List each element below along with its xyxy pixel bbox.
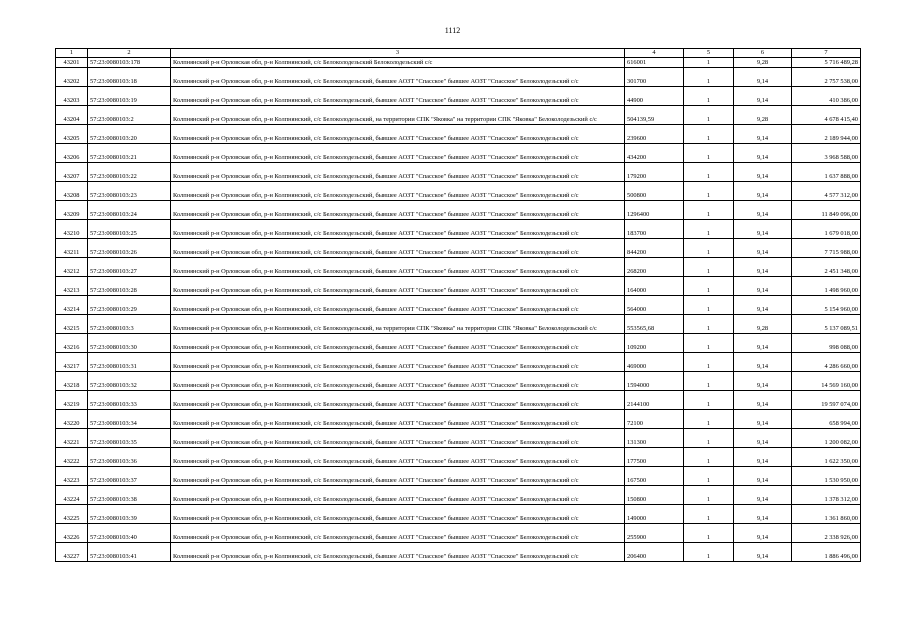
land-area: 553565,68 (625, 315, 684, 334)
cadastral-number: 57:23:0080103:34 (88, 410, 171, 429)
row-number: 43202 (56, 68, 88, 87)
land-area: 469000 (625, 353, 684, 372)
column-5-value: 1 (684, 410, 734, 429)
specific-value: 9,28 (734, 315, 792, 334)
land-address: Колпнянский р-н Орловская обл, р-н Колпнянский, с/с Белоколодезьский, бывшее АОЗТ "Спасское" бывшее АОЗТ "Спасское" Белоколодезьский с/с (171, 277, 625, 296)
row-number: 43215 (56, 315, 88, 334)
land-area: 268200 (625, 258, 684, 277)
cadastral-number: 57:23:0080103:20 (88, 125, 171, 144)
land-area: 500800 (625, 182, 684, 201)
cadastral-value: 2 338 926,00 (792, 524, 861, 543)
row-number: 43211 (56, 239, 88, 258)
specific-value: 9,14 (734, 448, 792, 467)
column-header-1: 1 (56, 49, 88, 58)
row-number: 43218 (56, 372, 88, 391)
cadastral-value: 4 577 312,00 (792, 182, 861, 201)
cadastral-number: 57:23:0080103:35 (88, 429, 171, 448)
header-row (56, 49, 861, 58)
cadastral-value: 5 154 960,00 (792, 296, 861, 315)
column-5-value: 1 (684, 87, 734, 106)
table-row (56, 410, 861, 429)
table-row (56, 239, 861, 258)
land-address: Колпнянский р-н Орловская обл, р-н Колпнянский, с/с Белоколодезьский, бывшее АОЗТ "Спасское" бывшее АОЗТ "Спасское" Белоколодезьский с/с (171, 144, 625, 163)
row-number: 43212 (56, 258, 88, 277)
land-area: 1594000 (625, 372, 684, 391)
land-area: 2144100 (625, 391, 684, 410)
table-row (56, 353, 861, 372)
cadastral-number: 57:23:0080103:23 (88, 182, 171, 201)
row-number: 43219 (56, 391, 88, 410)
land-area: 72100 (625, 410, 684, 429)
land-area: 844200 (625, 239, 684, 258)
cadastral-number: 57:23:0080103:28 (88, 277, 171, 296)
specific-value: 9,14 (734, 163, 792, 182)
specific-value: 9,14 (734, 296, 792, 315)
table-row (56, 125, 861, 144)
row-number: 43223 (56, 467, 88, 486)
column-5-value: 1 (684, 163, 734, 182)
row-number: 43207 (56, 163, 88, 182)
table-row (56, 372, 861, 391)
column-header-5: 5 (684, 49, 734, 58)
cadastral-number: 57:23:0080103:31 (88, 353, 171, 372)
column-5-value: 1 (684, 429, 734, 448)
column-header-2: 2 (88, 49, 171, 58)
table-row (56, 315, 861, 334)
cadastral-value: 5 137 089,51 (792, 315, 861, 334)
cadastral-number: 57:23:0080103:27 (88, 258, 171, 277)
column-5-value: 1 (684, 448, 734, 467)
cadastral-number: 57:23:0080103:18 (88, 68, 171, 87)
table-row (56, 524, 861, 543)
cadastral-value: 3 968 588,00 (792, 144, 861, 163)
column-5-value: 1 (684, 296, 734, 315)
column-header-6: 6 (734, 49, 792, 58)
table-row (56, 68, 861, 87)
cadastral-value: 4 286 660,00 (792, 353, 861, 372)
land-area: 183700 (625, 220, 684, 239)
cadastral-value: 5 716 489,28 (792, 58, 861, 68)
land-address: Колпнянский р-н Орловская обл, р-н Колпнянский, с/с Белоколодезьский, бывшее АОЗТ "Спасское" бывшее АОЗТ "Спасское" Белоколодезьский с/с (171, 163, 625, 182)
row-number: 43210 (56, 220, 88, 239)
land-area: 131300 (625, 429, 684, 448)
table-row (56, 58, 861, 68)
specific-value: 9,14 (734, 144, 792, 163)
cadastral-number: 57:23:0080103:26 (88, 239, 171, 258)
column-header-7: 7 (792, 49, 861, 58)
row-number: 43225 (56, 505, 88, 524)
land-address: Колпнянский р-н Орловская обл, р-н Колпнянский, с/с Белоколодезьский, бывшее АОЗТ "Спасское" бывшее АОЗТ "Спасское" Белоколодезьский с/с (171, 87, 625, 106)
row-number: 43216 (56, 334, 88, 353)
cadastral-value: 1 530 950,00 (792, 467, 861, 486)
column-5-value: 1 (684, 106, 734, 125)
specific-value: 9,14 (734, 524, 792, 543)
cadastral-number: 57:23:0080103:38 (88, 486, 171, 505)
land-area: 44900 (625, 87, 684, 106)
column-5-value: 1 (684, 334, 734, 353)
cadastral-value: 410 386,00 (792, 87, 861, 106)
specific-value: 9,14 (734, 486, 792, 505)
column-5-value: 1 (684, 68, 734, 87)
column-5-value: 1 (684, 125, 734, 144)
land-address: Колпнянский р-н Орловская обл, р-н Колпнянский, с/с Белоколодезьский, бывшее АОЗТ "Спасское" бывшее АОЗТ "Спасское" Белоколодезьский с/с (171, 68, 625, 87)
table-row (56, 277, 861, 296)
land-area: 616001 (625, 58, 684, 68)
cadastral-number: 57:23:0080103:32 (88, 372, 171, 391)
specific-value: 9,14 (734, 505, 792, 524)
table-row (56, 296, 861, 315)
land-area: 239600 (625, 125, 684, 144)
land-address: Колпнянский р-н Орловская обл, р-н Колпнянский, с/с Белоколодезьский, бывшее АОЗТ "Спасское" бывшее АОЗТ "Спасское" Белоколодезьский с/с (171, 486, 625, 505)
table-row (56, 182, 861, 201)
land-area: 206400 (625, 543, 684, 562)
table-row (56, 144, 861, 163)
row-number: 43217 (56, 353, 88, 372)
specific-value: 9,14 (734, 410, 792, 429)
cadastral-value: 1 679 018,00 (792, 220, 861, 239)
row-number: 43201 (56, 58, 88, 68)
land-address: Колпнянский р-н Орловская обл, р-н Колпнянский, с/с Белоколодезьский, бывшее АОЗТ "Спасское" бывшее АОЗТ "Спасское" Белоколодезьский с/с (171, 391, 625, 410)
column-5-value: 1 (684, 486, 734, 505)
row-number: 43220 (56, 410, 88, 429)
column-header-4: 4 (625, 49, 684, 58)
column-5-value: 1 (684, 144, 734, 163)
land-address: Колпнянский р-н Орловская обл, р-н Колпнянский, с/с Белоколодезьский, бывшее АОЗТ "Спасское" бывшее АОЗТ "Спасское" Белоколодезьский с/с (171, 410, 625, 429)
cadastral-value: 1 637 888,00 (792, 163, 861, 182)
cadastral-value: 19 597 074,00 (792, 391, 861, 410)
row-number: 43209 (56, 201, 88, 220)
cadastral-number: 57:23:0080103:39 (88, 505, 171, 524)
land-address: Колпнянский р-н Орловская обл, р-н Колпнянский, с/с Белоколодезьский, бывшее АОЗТ "Спасское" бывшее АОЗТ "Спасское" Белоколодезьский с/с (171, 201, 625, 220)
cadastral-number: 57:23:0080103:22 (88, 163, 171, 182)
cadastral-value: 1 200 082,00 (792, 429, 861, 448)
land-address: Колпнянский р-н Орловская обл, р-н Колпнянский, с/с Белоколодезьский, бывшее АОЗТ "Спасское" бывшее АОЗТ "Спасское" Белоколодезьский с/с (171, 467, 625, 486)
specific-value: 9,14 (734, 277, 792, 296)
cadastral-value: 2 451 348,00 (792, 258, 861, 277)
land-address: Колпнянский р-н Орловская обл, р-н Колпнянский, с/с Белоколодезьский, на территории СПК "Яковка" на территории СПК "Яковка" Белоколодезьский с/с (171, 106, 625, 125)
cadastral-number: 57:23:0080103:3 (88, 315, 171, 334)
land-address: Колпнянский р-н Орловская обл, р-н Колпнянский, с/с Белоколодезьский, бывшее АОЗТ "Спасское" бывшее АОЗТ "Спасское" Белоколодезьский с/с (171, 334, 625, 353)
cadastral-value: 14 569 160,00 (792, 372, 861, 391)
cadastral-number: 57:23:0080103:21 (88, 144, 171, 163)
land-address: Колпнянский р-н Орловская обл, р-н Колпнянский, с/с Белоколодезьский, бывшее АОЗТ "Спасское" бывшее АОЗТ "Спасское" Белоколодезьский с/с (171, 220, 625, 239)
land-address: Колпнянский р-н Орловская обл, р-н Колпнянский, с/с Белоколодезьский, на территории СПК "Яковка" на территории СПК "Яковка" Белоколодезьский с/с (171, 315, 625, 334)
column-5-value: 1 (684, 182, 734, 201)
specific-value: 9,14 (734, 220, 792, 239)
table-row (56, 467, 861, 486)
column-5-value: 1 (684, 239, 734, 258)
cadastral-number: 57:23:0080103:41 (88, 543, 171, 562)
land-area: 177500 (625, 448, 684, 467)
cadastral-number: 57:23:0080103:25 (88, 220, 171, 239)
land-address: Колпнянский р-н Орловская обл, р-н Колпнянский, с/с Белоколодезьский, бывшее АОЗТ "Спасское" бывшее АОЗТ "Спасское" Белоколодезьский с/с (171, 543, 625, 562)
table-row (56, 429, 861, 448)
row-number: 43224 (56, 486, 88, 505)
cadastral-value: 1 622 350,00 (792, 448, 861, 467)
land-area: 255900 (625, 524, 684, 543)
cadastral-number: 57:23:0080103:37 (88, 467, 171, 486)
land-address: Колпнянский р-н Орловская обл, р-н Колпнянский, с/с Белоколодезьский, бывшее АОЗТ "Спасское" бывшее АОЗТ "Спасское" Белоколодезьский с/с (171, 125, 625, 144)
specific-value: 9,14 (734, 201, 792, 220)
specific-value: 9,14 (734, 372, 792, 391)
land-address: Колпнянский р-н Орловская обл, р-н Колпнянский, с/с Белоколодезьский, бывшее АОЗТ "Спасское" бывшее АОЗТ "Спасское" Белоколодезьский с/с (171, 505, 625, 524)
cadastral-number: 57:23:0080103:2 (88, 106, 171, 125)
table-row (56, 448, 861, 467)
cadastral-value: 7 715 988,00 (792, 239, 861, 258)
row-number: 43204 (56, 106, 88, 125)
row-number: 43213 (56, 277, 88, 296)
row-number: 43221 (56, 429, 88, 448)
specific-value: 9,14 (734, 467, 792, 486)
land-area: 150800 (625, 486, 684, 505)
specific-value: 9,14 (734, 239, 792, 258)
cadastral-value: 1 378 312,00 (792, 486, 861, 505)
land-register-table (55, 48, 861, 562)
row-number: 43222 (56, 448, 88, 467)
land-address: Колпнянский р-н Орловская обл, р-н Колпнянский, с/с Белоколодезьский, бывшее АОЗТ "Спасское" бывшее АОЗТ "Спасское" Белоколодезьский с/с (171, 448, 625, 467)
column-5-value: 1 (684, 277, 734, 296)
cadastral-number: 57:23:0080103:33 (88, 391, 171, 410)
column-5-value: 1 (684, 201, 734, 220)
land-address: Колпнянский р-н Орловская обл, р-н Колпнянский, с/с Белоколодезьский Белоколодезьский с/с (171, 58, 625, 68)
cadastral-value: 1 361 860,00 (792, 505, 861, 524)
cadastral-number: 57:23:0080103:36 (88, 448, 171, 467)
table-row (56, 486, 861, 505)
row-number: 43226 (56, 524, 88, 543)
row-number: 43206 (56, 144, 88, 163)
specific-value: 9,28 (734, 106, 792, 125)
specific-value: 9,14 (734, 68, 792, 87)
land-area: 301700 (625, 68, 684, 87)
cadastral-number: 57:23:0080103:178 (88, 58, 171, 68)
row-number: 43214 (56, 296, 88, 315)
table-row (56, 334, 861, 353)
table-row (56, 505, 861, 524)
land-area: 564000 (625, 296, 684, 315)
table-row (56, 106, 861, 125)
table-body (56, 58, 861, 562)
specific-value: 9,14 (734, 125, 792, 144)
land-address: Колпнянский р-н Орловская обл, р-н Колпнянский, с/с Белоколодезьский, бывшее АОЗТ "Спасское" бывшее АОЗТ "Спасское" Белоколодезьский с/с (171, 353, 625, 372)
row-number: 43227 (56, 543, 88, 562)
column-header-3: 3 (171, 49, 625, 58)
specific-value: 9,14 (734, 258, 792, 277)
cadastral-number: 57:23:0080103:29 (88, 296, 171, 315)
table-row (56, 201, 861, 220)
table-row (56, 220, 861, 239)
cadastral-value: 1 886 496,00 (792, 543, 861, 562)
specific-value: 9,14 (734, 87, 792, 106)
column-5-value: 1 (684, 315, 734, 334)
table-row (56, 258, 861, 277)
column-5-value: 1 (684, 258, 734, 277)
land-address: Колпнянский р-н Орловская обл, р-н Колпнянский, с/с Белоколодезьский, бывшее АОЗТ "Спасское" бывшее АОЗТ "Спасское" Белоколодезьский с/с (171, 372, 625, 391)
column-5-value: 1 (684, 505, 734, 524)
land-address: Колпнянский р-н Орловская обл, р-н Колпнянский, с/с Белоколодезьский, бывшее АОЗТ "Спасское" бывшее АОЗТ "Спасское" Белоколодезьский с/с (171, 182, 625, 201)
land-address: Колпнянский р-н Орловская обл, р-н Колпнянский, с/с Белоколодезьский, бывшее АОЗТ "Спасское" бывшее АОЗТ "Спасское" Белоколодезьский с/с (171, 429, 625, 448)
land-area: 504139,59 (625, 106, 684, 125)
land-area: 1296400 (625, 201, 684, 220)
cadastral-number: 57:23:0080103:19 (88, 87, 171, 106)
column-5-value: 1 (684, 543, 734, 562)
specific-value: 9,28 (734, 58, 792, 68)
row-number: 43205 (56, 125, 88, 144)
cadastral-number: 57:23:0080103:40 (88, 524, 171, 543)
land-address: Колпнянский р-н Орловская обл, р-н Колпнянский, с/с Белоколодезьский, бывшее АОЗТ "Спасское" бывшее АОЗТ "Спасское" Белоколодезьский с/с (171, 239, 625, 258)
column-5-value: 1 (684, 524, 734, 543)
cadastral-value: 658 994,00 (792, 410, 861, 429)
land-address: Колпнянский р-н Орловская обл, р-н Колпнянский, с/с Белоколодезьский, бывшее АОЗТ "Спасское" бывшее АОЗТ "Спасское" Белоколодезьский с/с (171, 524, 625, 543)
cadastral-value: 2 189 944,00 (792, 125, 861, 144)
table-row (56, 543, 861, 562)
column-5-value: 1 (684, 353, 734, 372)
column-5-value: 1 (684, 391, 734, 410)
table-row (56, 163, 861, 182)
cadastral-number: 57:23:0080103:30 (88, 334, 171, 353)
cadastral-value: 4 678 415,40 (792, 106, 861, 125)
land-area: 434200 (625, 144, 684, 163)
specific-value: 9,14 (734, 543, 792, 562)
land-area: 167500 (625, 467, 684, 486)
land-area: 149000 (625, 505, 684, 524)
specific-value: 9,14 (734, 429, 792, 448)
table-row (56, 87, 861, 106)
cadastral-value: 1 498 960,00 (792, 277, 861, 296)
table-row (56, 391, 861, 410)
cadastral-value: 998 088,00 (792, 334, 861, 353)
land-address: Колпнянский р-н Орловская обл, р-н Колпнянский, с/с Белоколодезьский, бывшее АОЗТ "Спасское" бывшее АОЗТ "Спасское" Белоколодезьский с/с (171, 258, 625, 277)
column-5-value: 1 (684, 372, 734, 391)
cadastral-value: 2 757 538,00 (792, 68, 861, 87)
cadastral-value: 11 849 096,00 (792, 201, 861, 220)
row-number: 43208 (56, 182, 88, 201)
column-5-value: 1 (684, 467, 734, 486)
land-area: 164000 (625, 277, 684, 296)
specific-value: 9,14 (734, 334, 792, 353)
row-number: 43203 (56, 87, 88, 106)
specific-value: 9,14 (734, 391, 792, 410)
specific-value: 9,14 (734, 182, 792, 201)
page-number: 1112 (444, 26, 461, 35)
column-5-value: 1 (684, 58, 734, 68)
land-area: 109200 (625, 334, 684, 353)
specific-value: 9,14 (734, 353, 792, 372)
land-area: 179200 (625, 163, 684, 182)
column-5-value: 1 (684, 220, 734, 239)
cadastral-number: 57:23:0080103:24 (88, 201, 171, 220)
land-address: Колпнянский р-н Орловская обл, р-н Колпнянский, с/с Белоколодезьский, бывшее АОЗТ "Спасское" бывшее АОЗТ "Спасское" Белоколодезьский с/с (171, 296, 625, 315)
